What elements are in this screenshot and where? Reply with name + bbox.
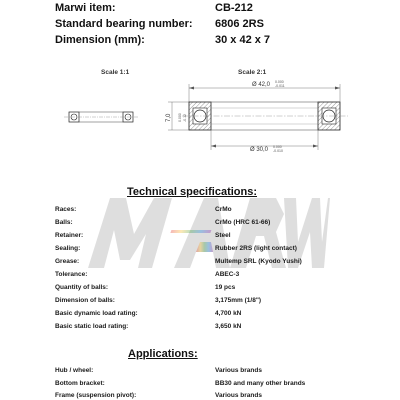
spec-label: Dimension of balls: [55, 297, 115, 304]
spec-value: CrMo [215, 206, 232, 213]
application-label: Frame (suspension pivot): [55, 392, 137, 399]
scale-1-label: Scale 1:1 [101, 69, 130, 76]
dim-inner-tol-top: 0.000 [273, 145, 282, 149]
application-value: BB30 and many other brands [215, 380, 306, 387]
spec-label: Grease: [55, 258, 80, 265]
spec-value: Multemp SRL (Kyodo Yushi) [215, 258, 302, 265]
header-value-dimension: 30 x 42 x 7 [215, 34, 271, 46]
application-value: Various brands [215, 392, 262, 399]
spec-label: Retainer: [55, 232, 84, 239]
spec-value: CrMo (HRC 61-66) [215, 219, 271, 226]
dim-width-tol-top: 0.000 [178, 113, 182, 122]
outer-diameter-dimension [189, 80, 340, 102]
spec-label: Basic static load rating: [55, 323, 129, 330]
bearing-small-view [64, 112, 138, 122]
spec-value: Steel [215, 232, 231, 239]
dim-inner-text: Ø 30,0 [250, 147, 269, 153]
dim-width-tol-bottom: -0.12 [183, 114, 187, 122]
spec-label: Balls: [55, 219, 73, 226]
dim-outer-text: Ø 42,0 [252, 82, 271, 88]
spec-label: Races: [55, 206, 77, 213]
spec-label: Basic dynamic load rating: [55, 310, 138, 317]
spec-value: Rubber 2RS (light contact) [215, 245, 297, 252]
application-value: Various brands [215, 367, 262, 374]
scale-2-label: Scale 2:1 [238, 69, 267, 76]
header-value-item: CB-212 [215, 2, 253, 14]
spec-value: 3,650 kN [215, 323, 242, 330]
inner-diameter-dimension [211, 130, 318, 153]
bearing-drawing [0, 78, 400, 158]
spec-label: Quantity of balls: [55, 284, 109, 291]
spec-value: 19 pcs [215, 284, 236, 291]
applications-title: Applications: [128, 348, 198, 360]
dim-width-text: 7,0 [166, 113, 172, 122]
dim-inner-tol-bottom: -0.010 [273, 149, 283, 153]
spec-value: ABEC-3 [215, 271, 240, 278]
spec-label: Sealing: [55, 245, 81, 252]
header-value-standard: 6806 2RS [215, 18, 264, 30]
application-label: Bottom bracket: [55, 380, 105, 387]
spec-label: Tolerance: [55, 271, 88, 278]
dim-outer-tol-top: 0.000 [275, 80, 284, 84]
header-label-standard: Standard bearing number: [55, 18, 193, 30]
spec-value: 3,175mm (1/8") [215, 297, 262, 304]
dim-outer-tol-bottom: -0.011 [275, 84, 285, 88]
header-label-item: Marwi item: [55, 2, 116, 14]
bearing-large-view [182, 102, 348, 130]
header-label-dimension: Dimension (mm): [55, 34, 145, 46]
application-label: Hub / wheel: [55, 367, 94, 374]
specs-title: Technical specifications: [127, 186, 258, 198]
spec-value: 4,700 kN [215, 310, 242, 317]
